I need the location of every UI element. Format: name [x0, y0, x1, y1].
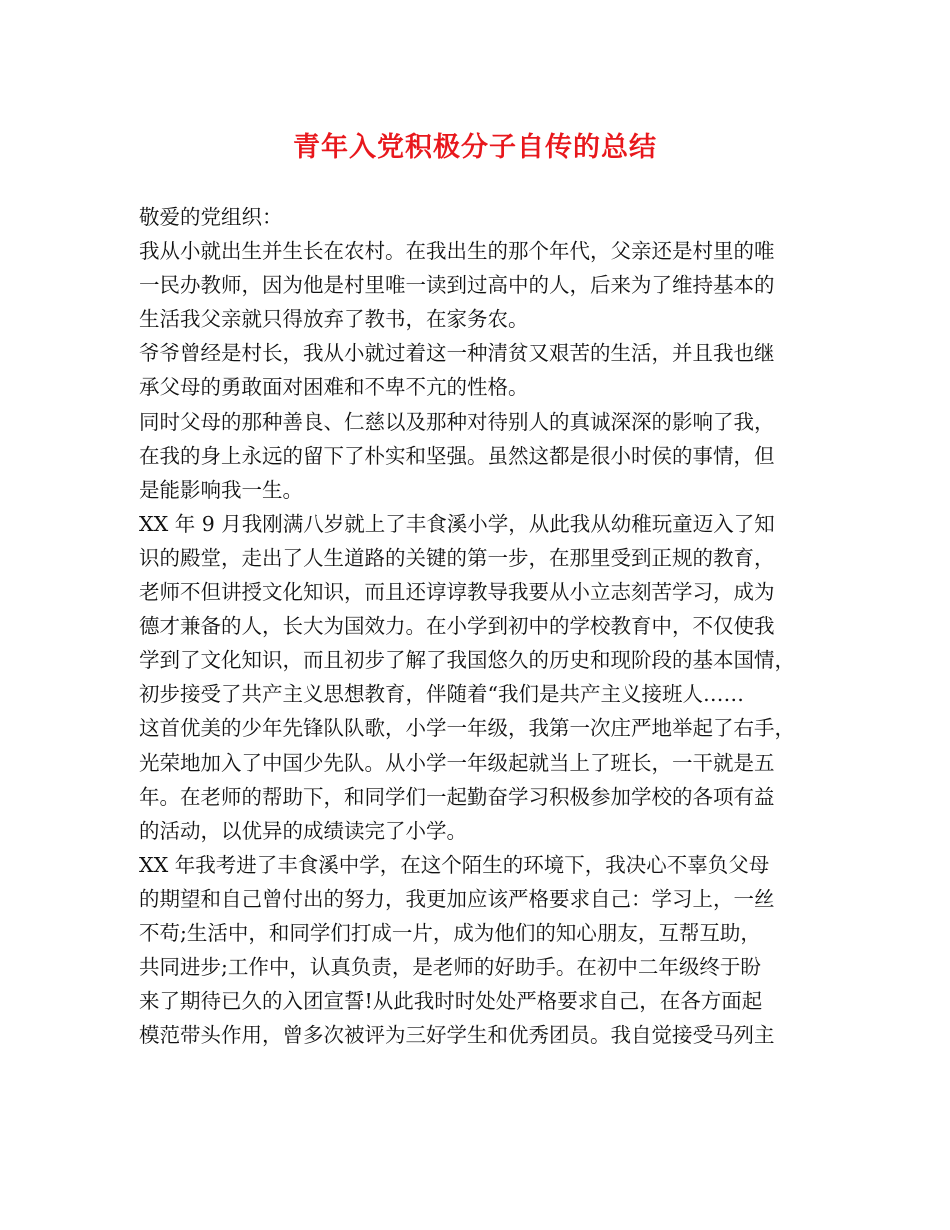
- body-line: 识的殿堂，走出了人生道路的关键的第一步，在那里受到正规的教育，: [139, 545, 775, 570]
- body-line: 初步接受了共产主义思想教育，伴随着“我们是共产主义接班人……: [139, 682, 744, 707]
- body-line: 这首优美的少年先锋队队歌，小学一年级，我第一次庄严地举起了右手，: [139, 716, 795, 741]
- body-line: 的期望和自己曾付出的努力，我更加应该严格要求自己：学习上，一丝: [139, 886, 775, 911]
- body-line: 我从小就出生并生长在农村。在我出生的那个年代，父亲还是村里的唯: [139, 239, 775, 264]
- body-line: 爷爷曾经是村长，我从小就过着这一种清贫又艰苦的生活，并且我也继: [139, 341, 775, 366]
- body-line: 老师不但讲授文化知识，而且还谆谆教导我要从小立志刻苦学习，成为: [139, 580, 775, 605]
- document-title: 青年入党积极分子自传的总结: [293, 132, 657, 163]
- body-line: 敬爱的党组织：: [139, 205, 283, 229]
- body-line: XX 年我考进了丰食溪中学，在这个陌生的环境下，我决心不辜负父母: [139, 852, 770, 877]
- document-body: [139, 200, 829, 1052]
- body-line: 承父母的勇敢面对困难和不卑不亢的性格。: [139, 375, 529, 400]
- body-line: XX 年 9 月我刚满八岁就上了丰食溪小学，从此我从幼稚玩童迈入了知: [139, 511, 775, 536]
- body-line: 模范带头作用，曾多次被评为三好学生和优秀团员。我自觉接受马列主: [139, 1023, 775, 1048]
- body-line: 共同进步;工作中，认真负责，是老师的好助手。在初中二年级终于盼: [139, 955, 761, 980]
- body-line: 学到了文化知识，而且初步了解了我国悠久的历史和现阶段的基本国情，: [139, 648, 795, 673]
- body-line: 来了期待已久的入团宣誓!从此我时时处处严格要求自己，在各方面起: [139, 989, 763, 1014]
- body-line: 在我的身上永远的留下了朴实和坚强。虽然这都是很小时侯的事情，但: [139, 443, 775, 468]
- body-line: 光荣地加入了中国少先队。从小学一年级起就当上了班长，一干就是五: [139, 750, 775, 775]
- body-line: 的活动，以优异的成绩读完了小学。: [139, 818, 467, 843]
- body-line: 是能影响我一生。: [139, 477, 303, 502]
- body-line: 年。在老师的帮助下，和同学们一起勤奋学习积极参加学校的各项有益: [139, 784, 775, 809]
- body-line: 一民办教师，因为他是村里唯一读到过高中的人，后来为了维持基本的: [139, 273, 775, 298]
- body-line: 同时父母的那种善良、仁慈以及那种对待别人的真诚深深的影响了我，: [139, 409, 775, 434]
- body-line: 不苟;生活中，和同学们打成一片，成为他们的知心朋友，互帮互助，: [139, 920, 761, 945]
- body-line: 生活我父亲就只得放弃了教书，在家务农。: [139, 307, 529, 332]
- body-line: 德才兼备的人，长大为国效力。在小学到初中的学校教育中，不仅使我: [139, 614, 775, 639]
